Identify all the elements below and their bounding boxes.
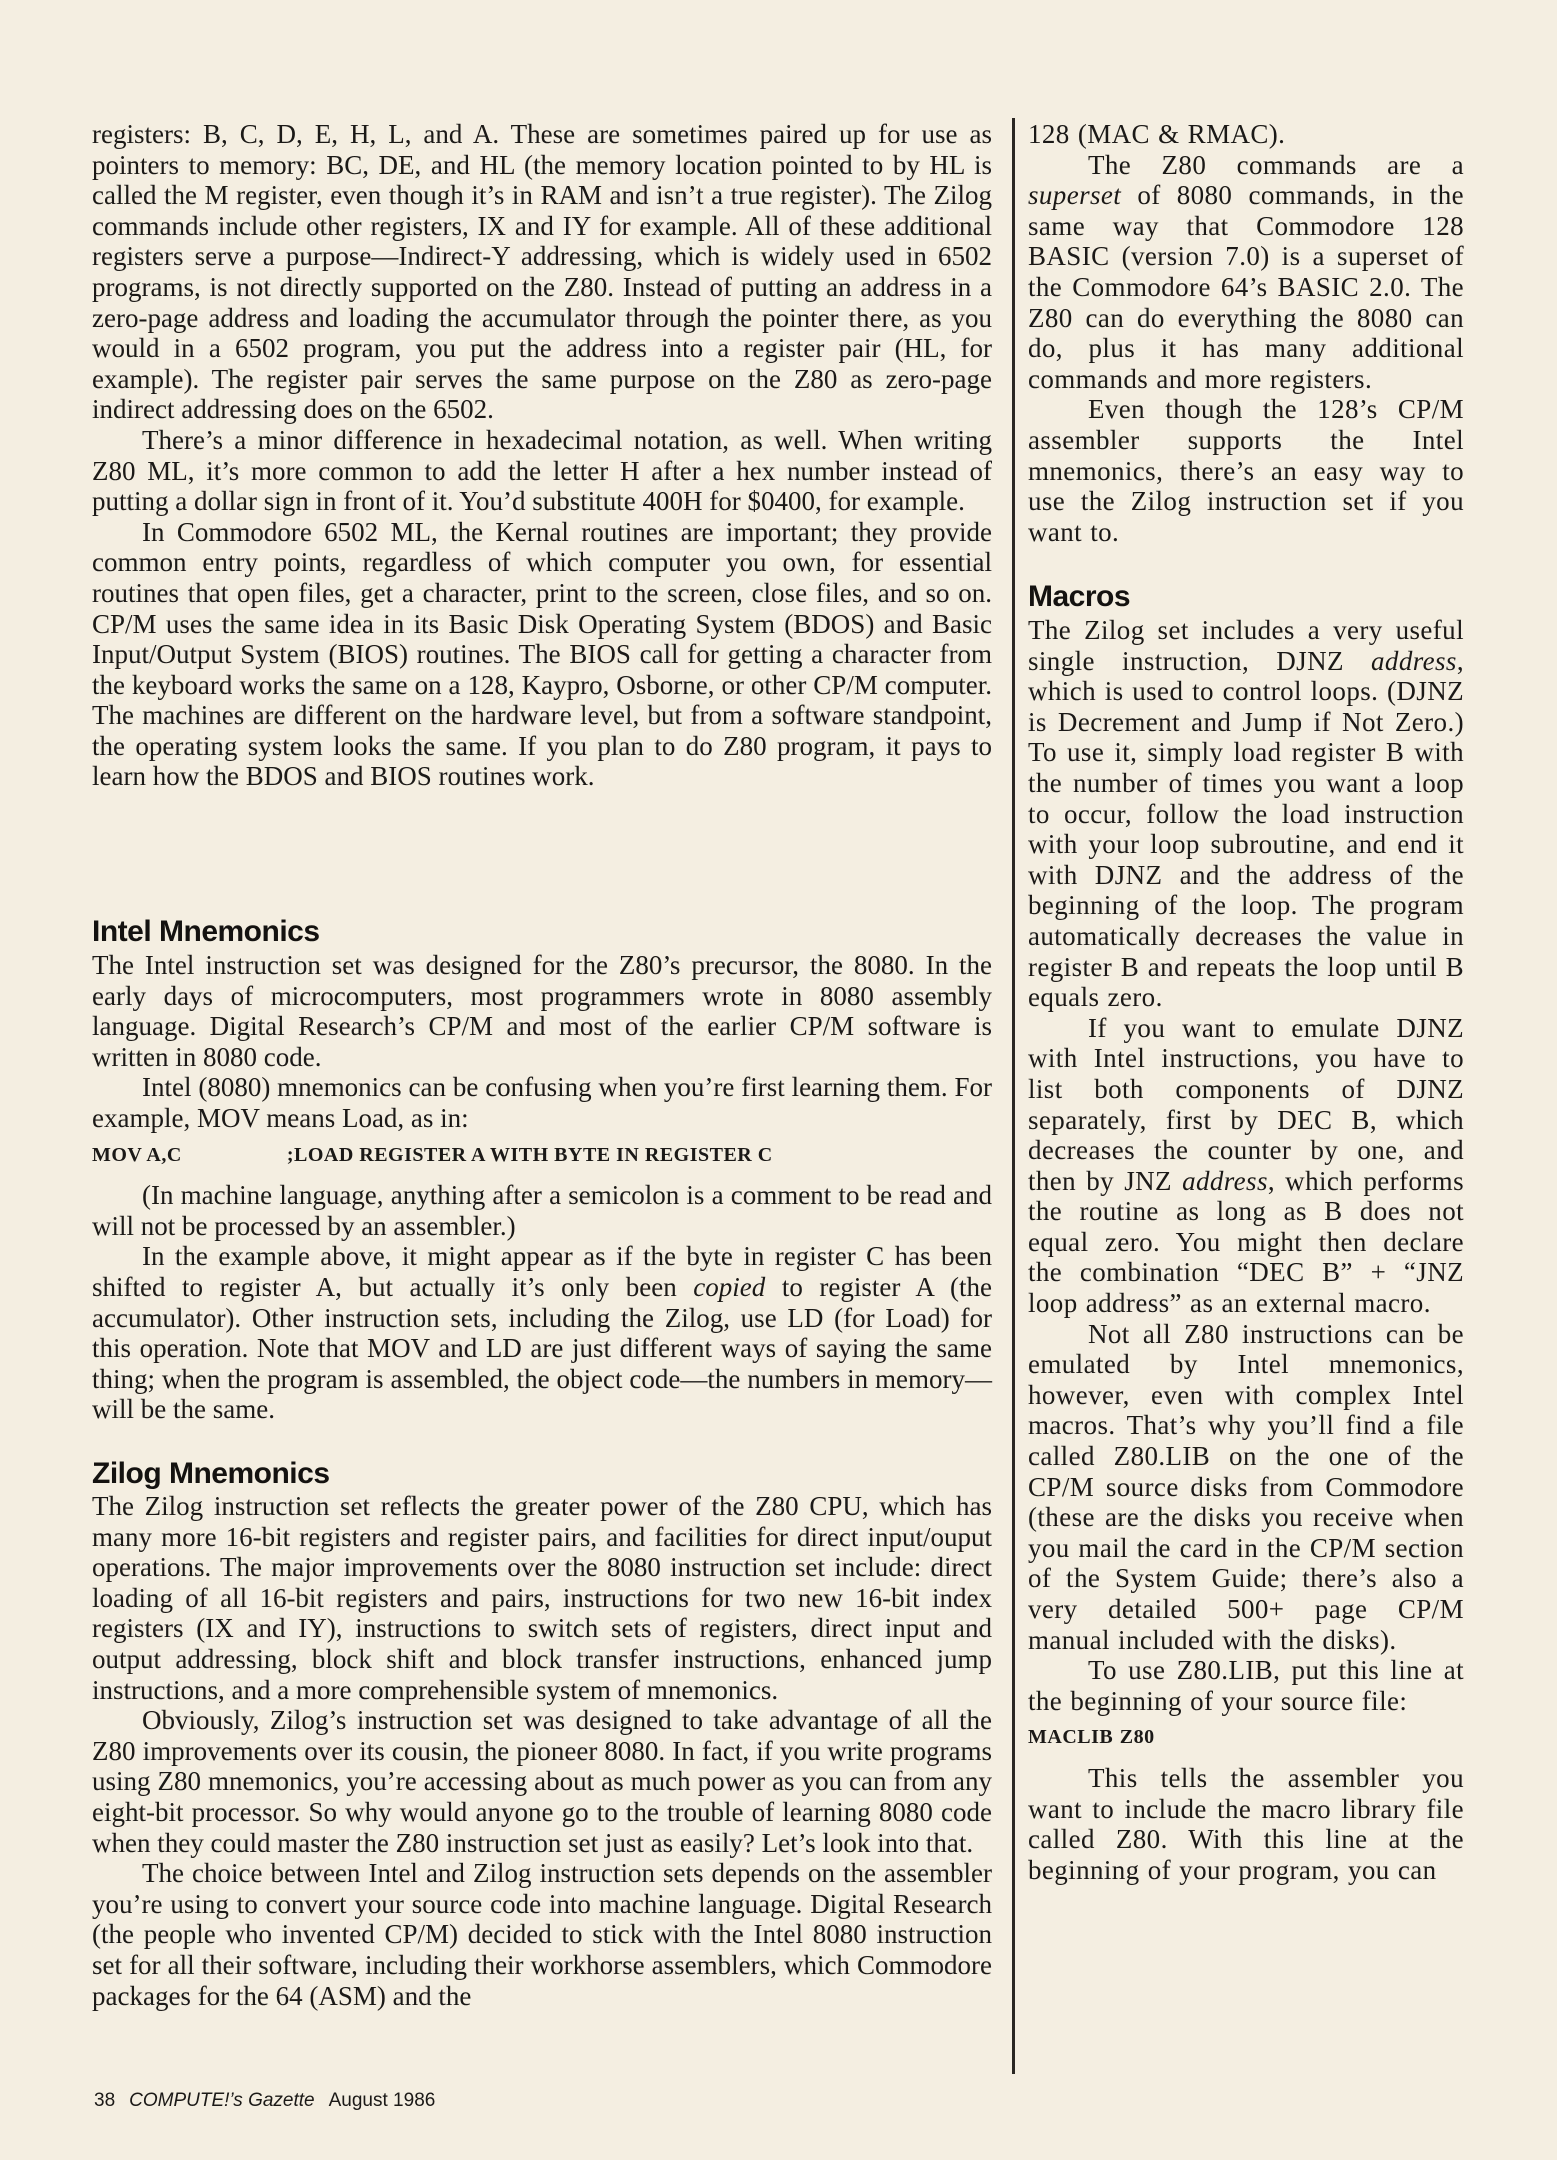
paragraph — [1028, 150, 1464, 395]
intel-paragraphs-a — [92, 950, 992, 1134]
paragraph — [1028, 1319, 1464, 1656]
text-run: The Zilog instruction set reflects the greater power of the Z80 CPU, which has many more 16-bit registers and register pairs, and facilities for direct input/ouput operations. The major improvements over the 8080 instruction set include: direct loading of all 16-bit registers and pairs, instructions for two new 16-bit index registers (IX and IY), instructions to switch sets of registers, direct input and output addressing, block shift and block transfer instructions, enhanced jump instructions, and a more comprehensible system of mnemonics. — [92, 1491, 992, 1705]
paragraph — [92, 1072, 992, 1133]
code-example-mov — [92, 1140, 992, 1171]
macros-paragraphs-a — [1028, 615, 1464, 1716]
paragraph — [92, 1705, 992, 1858]
text-run: to register A (the accumulator). Other instruction sets, including the Zilog, use LD (for Load) for this operation. Note that MOV and LD are just different ways of saying the same thing; when the program is assembled, the object code—the numbers in memory—will be the same. — [92, 1271, 992, 1425]
paragraph — [92, 950, 992, 1072]
code-comment: ;LOAD REGISTER A WITH BYTE IN REGISTER C — [286, 1143, 773, 1166]
page-number: 38 — [94, 2090, 116, 2111]
paragraph — [1028, 1655, 1464, 1716]
text-run: (In machine language, anything after a semicolon is a comment to be read and will not be processed by an assembler.) — [92, 1180, 992, 1241]
text-run: Even though the 128’s CP/M assembler supports the Intel mnemonics, there’s an easy way to use the Zilog instruction set if you want to. — [1028, 394, 1464, 547]
issue-date: August 1986 — [328, 2090, 436, 2111]
paragraph — [1028, 1763, 1464, 1885]
paragraph — [92, 425, 992, 517]
left-intro-text — [92, 119, 992, 792]
text-run: of 8080 commands, in the same way that Commodore 128 BASIC (version 7.0) is a superset of the Commodore 64’s BASIC 2.0. The Z80 can do everything the 8080 can do, plus it has many additional commands and more registers. — [1028, 180, 1464, 394]
italic-text: copied — [693, 1271, 766, 1302]
italic-text: address — [1182, 1165, 1268, 1196]
paragraph — [92, 1180, 992, 1241]
magazine-name: COMPUTE!’s Gazette — [129, 2090, 315, 2111]
column-divider — [1012, 118, 1015, 2074]
intel-paragraphs-b — [92, 1180, 992, 1425]
text-run: The Z80 commands are a — [1088, 149, 1464, 180]
heading-macros: Macros — [1028, 580, 1131, 613]
intel-section-text — [92, 950, 992, 1425]
paragraph — [92, 517, 992, 792]
paragraph — [1028, 119, 1464, 150]
macros-paragraphs-b — [1028, 1763, 1464, 1885]
italic-text: superset — [1028, 180, 1122, 211]
paragraph — [92, 119, 992, 425]
text-run: To use Z80.LIB, put this line at the beginning of your source file: — [1028, 1655, 1464, 1716]
text-run: There’s a minor difference in hexadecimal notation, as well. When writing Z80 ML, it’s more common to add the letter H after a hex number instead of putting a dollar sign in front of it. You’d substitute 400H for $0400, for example. — [92, 424, 992, 517]
text-run: In the example above, it might appear as if the byte in register C has been shifted to register A, but actually it’s only been — [92, 1241, 992, 1302]
paragraph — [92, 1491, 992, 1705]
paragraph — [1028, 615, 1464, 1013]
text-run: If you want to emulate DJNZ with Intel instructions, you have to list both components of DJNZ separately, first by DEC B, which decreases the counter by one, and then by JNZ — [1028, 1012, 1464, 1196]
text-run: The Zilog set includes a very useful single instruction, DJNZ — [1028, 615, 1464, 676]
text-run: Obviously, Zilog’s instruction set was designed to take advantage of all the Z80 improvements over its cousin, the pioneer 8080. In fact, if you write programs using Z80 mnemonics, you’re accessing about as much power as you can from any eight-bit processor. So why would anyone go to the trouble of learning 8080 code when they could master the Z80 instruction set just as easily? Let’s look into that. — [92, 1705, 992, 1858]
text-run: Not all Z80 instructions can be emulated by Intel mnemonics, however, even with complex Intel macros. That’s why you’ll find a file called Z80.LIB on the one of the CP/M source disks from Commodore (these are the disks you receive when you mail the card in the CP/M section of the System Guide; there’s also a very detailed 500+ page CP/M manual included with the disks). — [1028, 1318, 1464, 1655]
paragraph — [1028, 1013, 1464, 1319]
italic-text: address — [1371, 645, 1457, 676]
page-footer — [94, 2090, 435, 2112]
text-run: registers: B, C, D, E, H, L, and A. These are sometimes paired up for use as pointers to memory: BC, DE, and HL (the memory location pointed to by HL is called the M register, even though it’s in RAM and isn’t a true register). The Zilog commands include other registers, IX and IY for example. All of these additional registers serve a purpose—Indirect-Y addressing, which is widely used in 6502 programs, is not directly supported on the Z80. Instead of putting an address in a zero-page address and loading the accumulator through the pointer there, as you would in a 6502 program, you put the address into a register pair (HL, for example). The register pair serves the same purpose on the Z80 as zero-page indirect addressing does on the 6502. — [92, 119, 992, 425]
text-run: The choice between Intel and Zilog instruction sets depends on the assembler you’re using to convert your source code into machine language. Digital Research (the people who invented CP/M) decided to stick with the Intel 8080 instruction set for all their software, including their workhorse assemblers, which Commodore packages for the 64 (ASM) and the — [92, 1858, 992, 2011]
text-run: 128 (MAC & RMAC). — [1028, 119, 1286, 149]
macros-section-text — [1028, 615, 1464, 1885]
text-run: Intel (8080) mnemonics can be confusing when you’re first learning them. For example, MOV means Load, as in: — [92, 1072, 992, 1133]
paragraph — [92, 1241, 992, 1425]
heading-intel-mnemonics: Intel Mnemonics — [92, 915, 320, 948]
paragraph — [92, 1858, 992, 2011]
text-run: , which is used to control loops. (DJNZ is Decrement and Jump if Not Zero.) To use it, simply load register B with the number of times you want a loop to occur, follow the load instruction with your loop subroutine, and end it with DJNZ and the address of the beginning of the loop. The program automatically decreases the value in register B and repeats the loop until B equals zero. — [1028, 645, 1464, 1013]
text-run: The Intel instruction set was designed for the Z80’s precursor, the 8080. In the early days of microcomputers, most programmers wrote in 8080 assembly language. Digital Research’s CP/M and most of the earlier CP/M software is written in 8080 code. — [92, 950, 992, 1072]
code-instruction: MOV A,C — [92, 1143, 182, 1166]
right-intro-text — [1028, 119, 1464, 547]
text-run: This tells the assembler you want to include the macro library file called Z80. With this line at the beginning of your program, you can — [1028, 1762, 1464, 1885]
code-example-maclib: MACLIB Z80 — [1028, 1726, 1155, 1749]
text-run: , which performs the routine as long as B does not equal zero. You might then declare the combination “DEC B” + “JNZ loop address” as an external macro. — [1028, 1165, 1464, 1319]
paragraph — [1028, 394, 1464, 547]
text-run: In Commodore 6502 ML, the Kernal routines are important; they provide common entry points, regardless of which computer you own, for essential routines that open files, get a character, print to the screen, close files, and so on. CP/M uses the same idea in its Basic Disk Operating System (BDOS) and Basic Input/Output System (BIOS) routines. The BIOS call for getting a character from the keyboard works the same on a 128, Kaypro, Osborne, or other CP/M computer. The machines are different on the hardware level, but from a software standpoint, the operating system looks the same. If you plan to do Z80 program, it pays to learn how the BDOS and BIOS routines work. — [92, 516, 992, 792]
zilog-section-text — [92, 1491, 992, 2011]
heading-zilog-mnemonics: Zilog Mnemonics — [92, 1457, 330, 1490]
